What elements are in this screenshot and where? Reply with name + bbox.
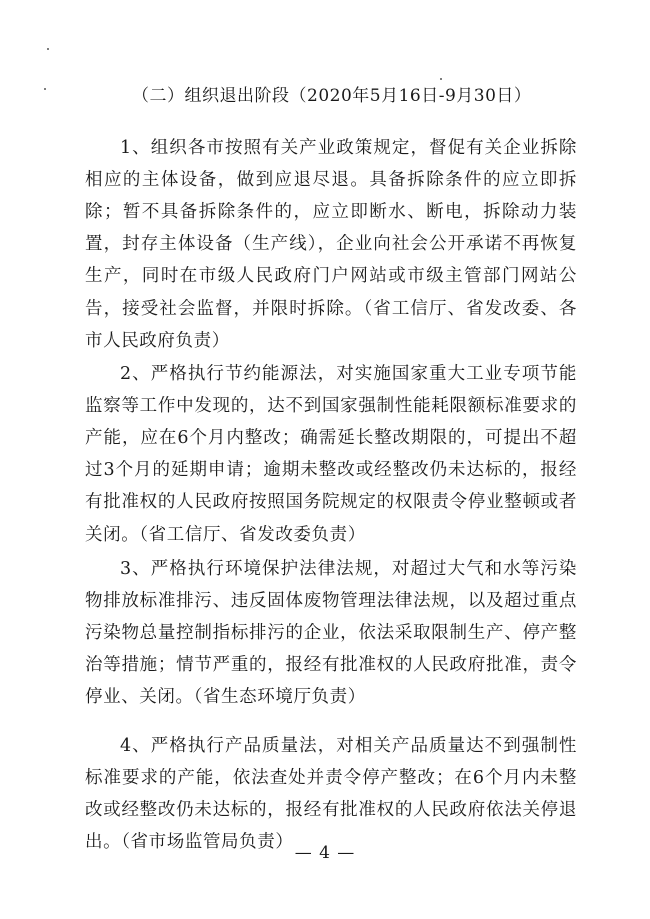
scan-speck — [440, 78, 442, 80]
scan-speck — [47, 48, 49, 50]
paragraph-4: 4、严格执行产品质量法，对相关产品质量达不到强制性标准要求的产能，依法查处并责令停产整改；在6个月内未整改或经整改仍未达标的，报经有批准权的人民政府依法关停退出。（省市场监管局负责） — [85, 735, 577, 853]
paragraph-2: 2、严格执行节约能源法，对实施国家重大工业专项节能监察等工作中发现的，达不到国家强制性能耗限额标准要求的产能，应在6个月内整改；确需延长整改期限的，可提出不超过3个月的延期申请；逾期未整改或经整改仍未达标的，报经有批准权的人民政府按照国务院规定的权限责令停业整顿或者关闭。（省工信厅、省发改委负责） — [85, 363, 577, 545]
paragraph-3: 3、严格执行环境保护法律法规，对超过大气和水等污染物排放标准排污、违反固体废物管理法律法规，以及超过重点污染物总量控制指标排污的企业，依法采取限制生产、停产整治等措施；情节严重的，报经有批准权的人民政府批准，责令停业、关闭。（省生态环境厅负责） — [85, 558, 577, 708]
scan-speck — [44, 88, 46, 90]
paragraph-1: 1、组织各市按照有关产业政策规定，督促有关企业拆除相应的主体设备，做到应退尽退。具备拆除条件的应立即拆除；暂不具备拆除条件的，应立即断水、断电，拆除动力装置，封存主体设备（生产线），企业向社会公开承诺不再恢复生产，同时在市级人民政府门户网站或市级主管部门网站公告，接受社会监督，并限时拆除。（省工信厅、省发改委、各市人民政府负责） — [85, 137, 577, 351]
section-heading: （二）组织退出阶段（2020年5月16日-9月30日） — [132, 86, 532, 106]
page-number: — 4 — — [294, 843, 356, 863]
